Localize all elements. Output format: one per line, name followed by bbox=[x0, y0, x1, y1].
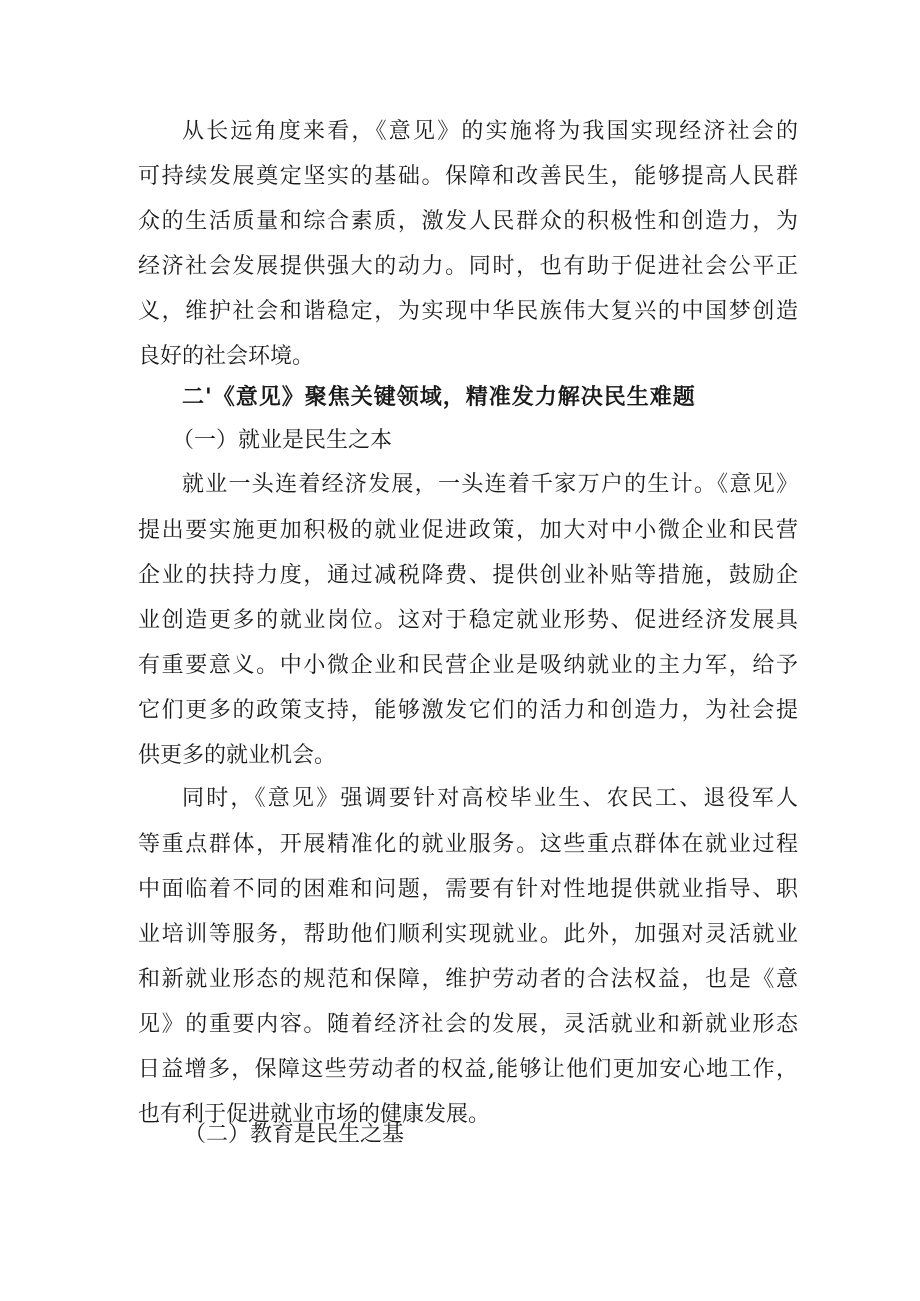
paragraph-line: 同时，《意见》强调要针对高校毕业生、农民工、退役军人 bbox=[182, 786, 798, 811]
section-heading: 二'《意见》聚焦关键领域，精准发力解决民生难题 bbox=[182, 385, 696, 410]
paragraph-line: 和新就业形态的规范和保障，维护劳动者的合法权益，也是《意 bbox=[138, 967, 798, 992]
paragraph-line: 业培训等服务，帮助他们顺利实现就业。此外，加强对灵活就业 bbox=[138, 922, 798, 947]
paragraph-line: 提出要实施更加积极的就业促进政策，加大对中小微企业和民营 bbox=[138, 518, 798, 543]
paragraph-line: 业创造更多的就业岗位。这对于稳定就业形势、促进经济发展具 bbox=[138, 608, 798, 633]
paragraph-line: 众的生活质量和综合素质，激发人民群众的积极性和创造力，为 bbox=[138, 209, 798, 234]
paragraph-line: 也有利于促进就业市场的健康发展。 bbox=[138, 1102, 491, 1127]
paragraph-line: 可持续发展奠定坚实的基础。保障和改善民生，能够提高人民群 bbox=[138, 164, 798, 189]
paragraph-line: 它们更多的政策支持，能够激发它们的活力和创造力，为社会提 bbox=[138, 698, 798, 723]
paragraph-line: 有重要意义。中小微企业和民营企业是吸纳就业的主力军，给予 bbox=[138, 653, 798, 678]
subsection-heading-employment: （一）就业是民生之本 bbox=[172, 428, 393, 453]
paragraph-line: 义，维护社会和谐稳定，为实现中华民族伟大复兴的中国梦创造 bbox=[138, 299, 798, 324]
subsection-heading-education: （二）教育是民生之基 bbox=[184, 1122, 405, 1147]
paragraph-line: 见》的重要内容。随着经济社会的发展，灵活就业和新就业形态 bbox=[138, 1012, 798, 1037]
paragraph-line: 从长远角度来看，《意见》的实施将为我国实现经济社会的 bbox=[182, 119, 798, 144]
paragraph-line: 企业的扶持力度，通过减税降费、提供创业补贴等措施，鼓励企 bbox=[138, 563, 798, 588]
paragraph-line: 日益增多，保障这些劳动者的权益,能够让他们更加安心地工作， bbox=[138, 1057, 798, 1082]
paragraph-line: 供更多的就业机会。 bbox=[138, 743, 337, 768]
paragraph-line: 经济社会发展提供强大的动力。同时，也有助于促进社会公平正 bbox=[138, 254, 798, 279]
paragraph-line: 中面临着不同的困难和问题，需要有针对性地提供就业指导、职 bbox=[138, 877, 798, 902]
paragraph-line: 等重点群体，开展精准化的就业服务。这些重点群体在就业过程 bbox=[138, 832, 798, 857]
paragraph-line: 良好的社会环境。 bbox=[138, 344, 315, 369]
paragraph-line: 就业一头连着经济发展，一头连着千家万户的生计。《意见》 bbox=[182, 472, 798, 497]
